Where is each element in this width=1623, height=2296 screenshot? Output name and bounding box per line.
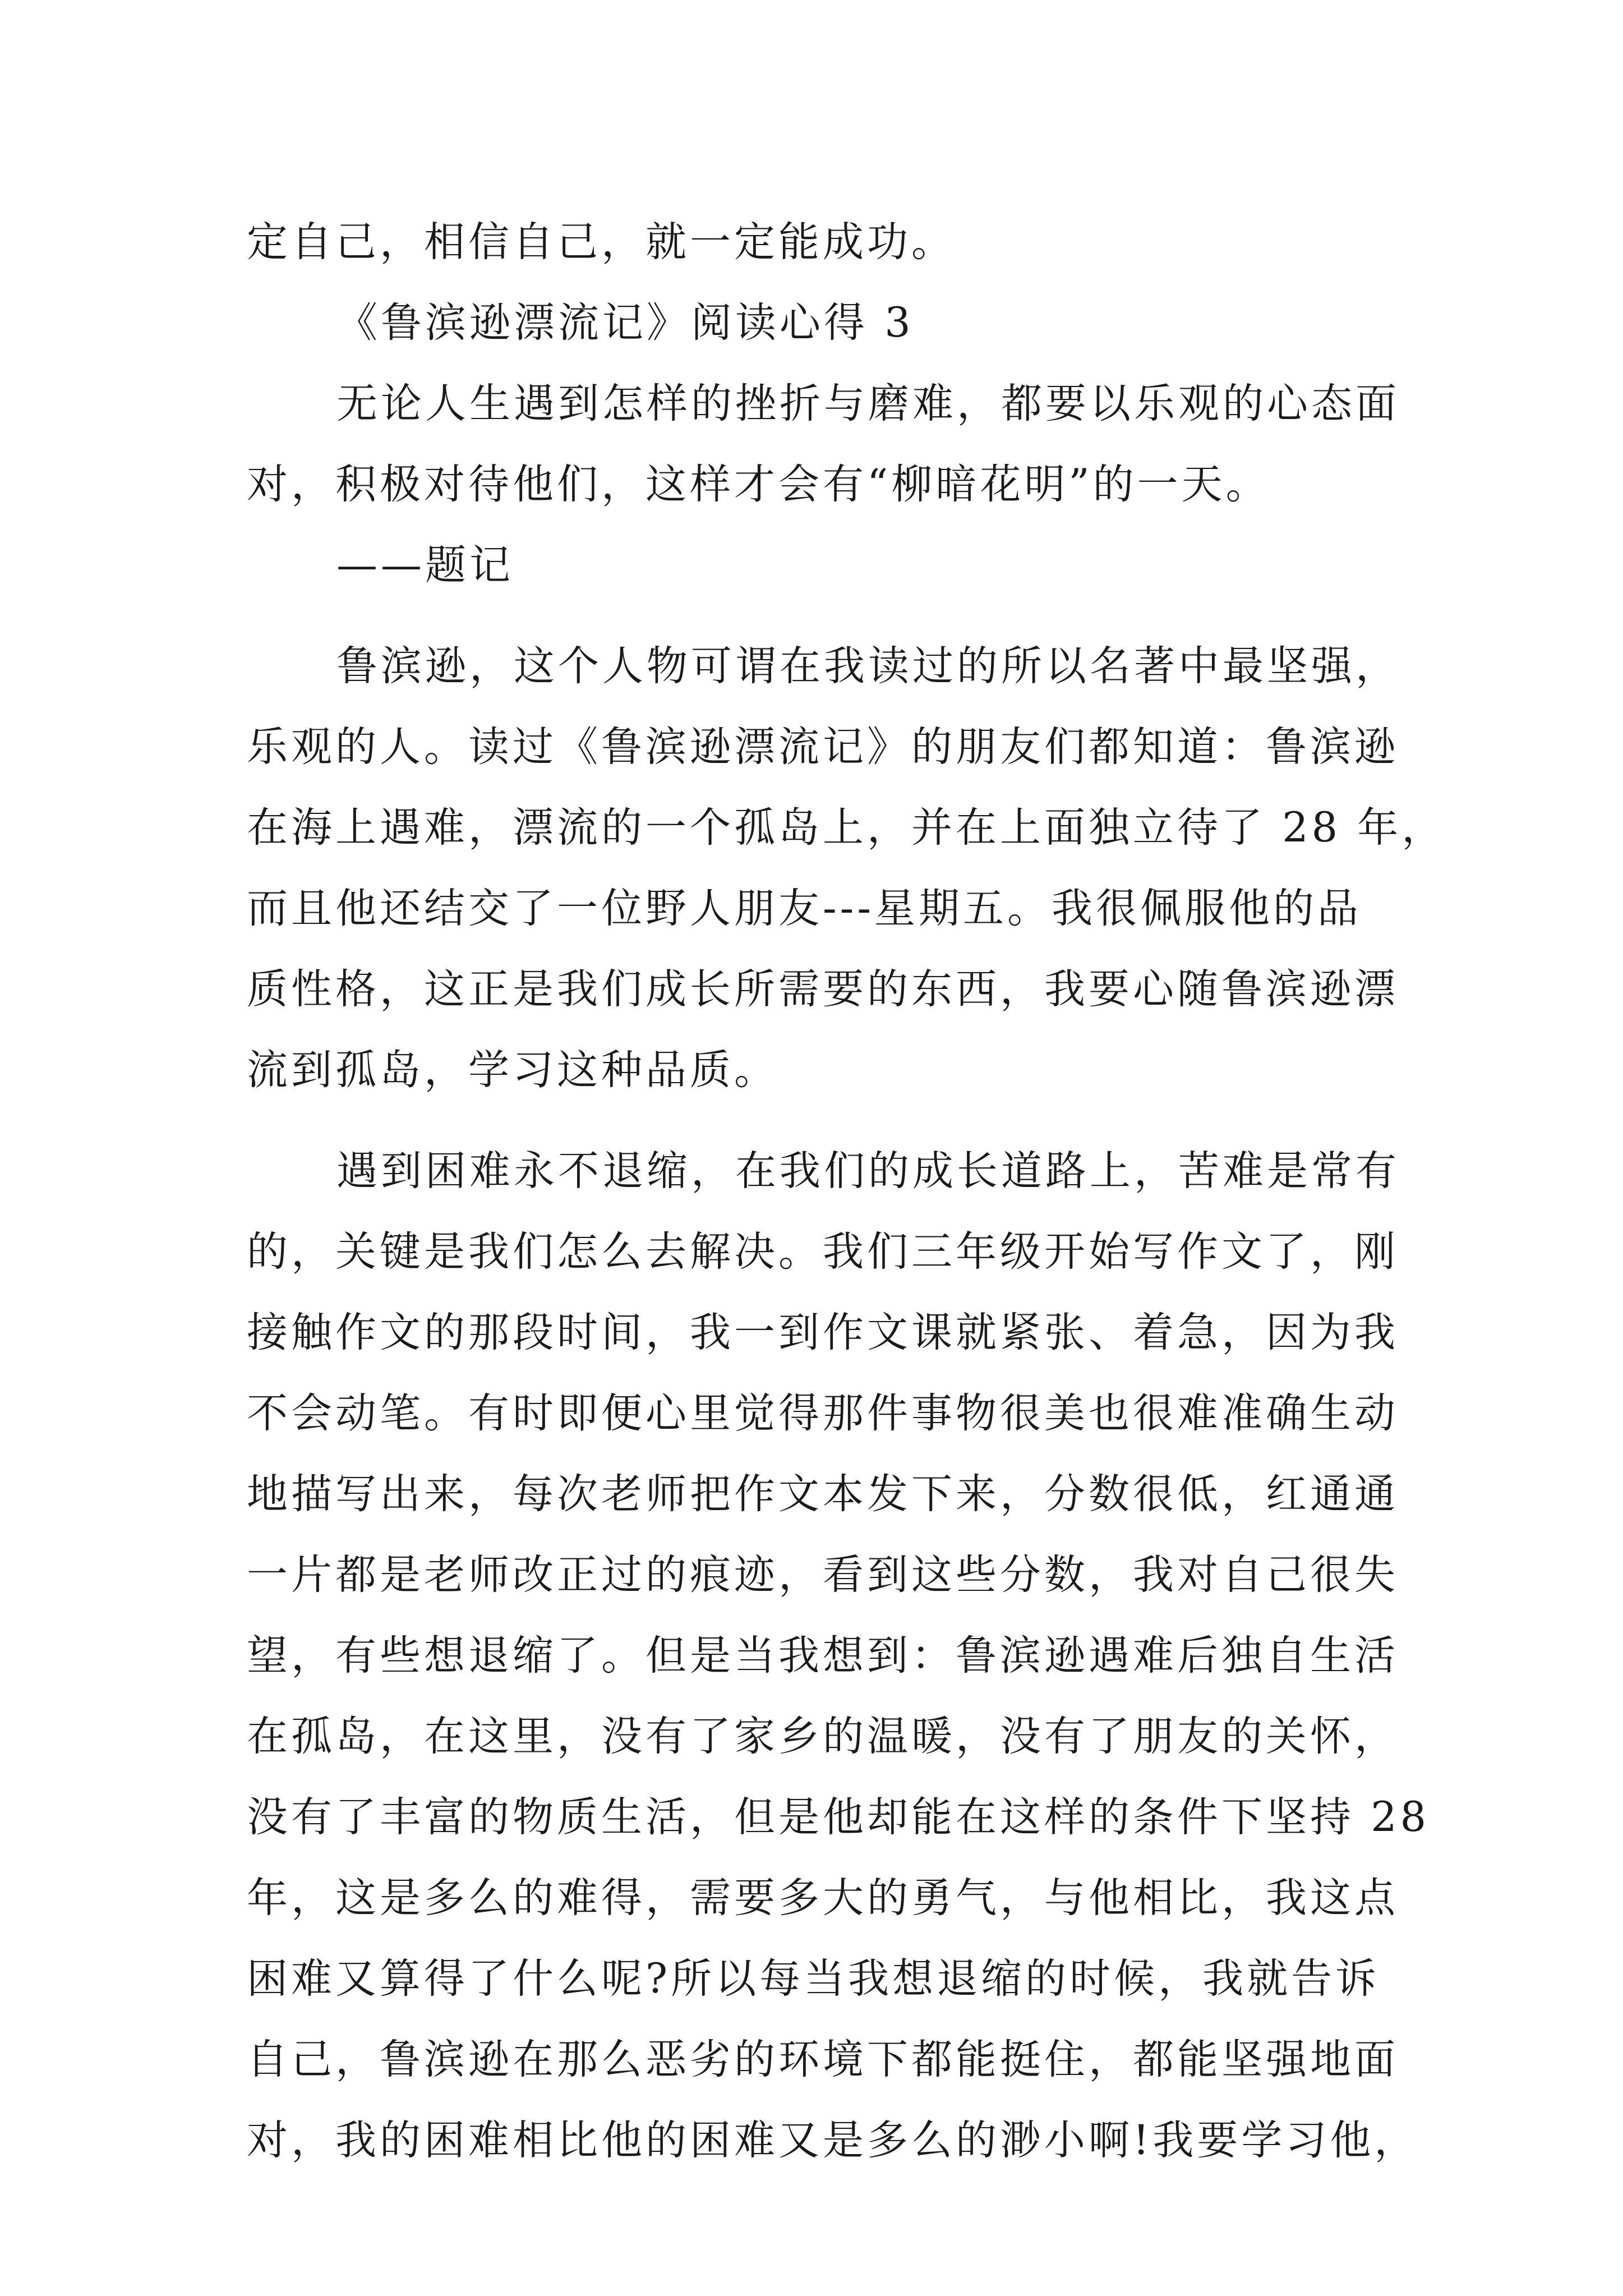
article-body — [247, 202, 1446, 2181]
paragraph-line: 在孤岛，在这里，没有了家乡的温暖，没有了朋友的关怀， — [247, 1713, 1399, 1760]
paragraph-line: 质性格，这正是我们成长所需要的东西，我要心随鲁滨逊漂 — [247, 965, 1399, 1013]
paragraph-line: 一片都是老师改正过的痕迹，看到这些分数，我对自己很失 — [247, 1551, 1399, 1599]
paragraph-line: 鲁滨逊，这个人物可谓在我读过的所以名著中最坚强， — [336, 642, 1400, 690]
paragraph-line: 定自己，相信自己，就一定能成功。 — [247, 218, 956, 266]
paragraph-line: 乐观的人。读过《鲁滨逊漂流记》的朋友们都知道：鲁滨逊 — [247, 723, 1399, 771]
paragraph-line: 自己，鲁滨逊在那么恶劣的环境下都能挺住，都能坚强地面 — [247, 2036, 1399, 2083]
paragraph-line: 的，关键是我们怎么去解决。我们三年级开始写作文了，刚 — [247, 1228, 1399, 1276]
paragraph-line: 遇到困难永不退缩，在我们的成长道路上，苦难是常有 — [336, 1147, 1400, 1195]
paragraph-line: 地描写出来，每次老师把作文本发下来，分数很低，红通通 — [247, 1470, 1399, 1518]
paragraph-line: 对，我的困难相比他的困难又是多么的渺小啊!我要学习他， — [247, 2116, 1419, 2164]
paragraph-line: 在海上遇难，漂流的一个孤岛上，并在上面独立待了 28 年， — [247, 804, 1446, 852]
paragraph-line: 流到孤岛，学习这种品质。 — [247, 1046, 778, 1094]
paragraph-line: 接触作文的那段时间，我一到作文课就紧张、着急，因为我 — [247, 1309, 1399, 1356]
epigraph-attribution: ——题记 — [336, 541, 514, 589]
section-heading: 《鲁滨逊漂流记》阅读心得 3 — [336, 299, 914, 347]
epigraph-line: 对，积极对待他们，这样才会有“柳暗花明”的一天。 — [247, 461, 1270, 508]
paragraph-line: 而且他还结交了一位野人朋友---星期五。我很佩服他的品 — [247, 885, 1362, 932]
paragraph-line: 没有了丰富的物质生活，但是他却能在这样的条件下坚持 28 — [247, 1793, 1430, 1841]
paragraph-line: 望，有些想退缩了。但是当我想到：鲁滨逊遇难后独自生活 — [247, 1632, 1399, 1680]
paragraph-line: 不会动笔。有时即便心里觉得那件事物很美也很难准确生动 — [247, 1389, 1399, 1437]
paragraph-line: 年，这是多么的难得，需要多大的勇气，与他相比，我这点 — [247, 1874, 1399, 1922]
epigraph-line: 无论人生遇到怎样的挫折与磨难，都要以乐观的心态面 — [336, 380, 1400, 427]
paragraph-line: 困难又算得了什么呢?所以每当我想退缩的时候，我就告诉 — [247, 1955, 1380, 2003]
